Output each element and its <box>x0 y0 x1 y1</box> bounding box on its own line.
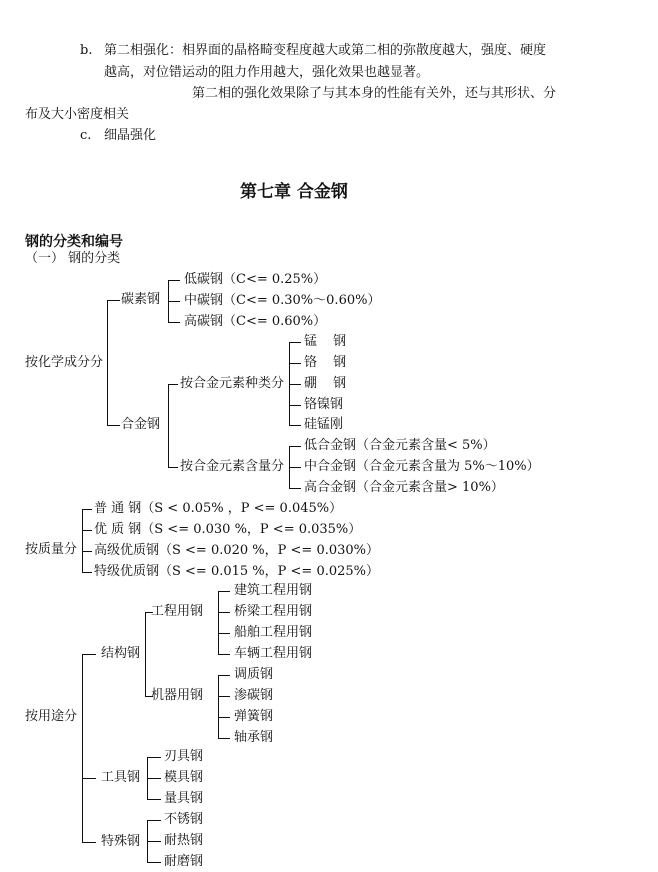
alloy-content-item: 中合金钢（合金元素含量为 5%～10%） <box>304 459 540 474</box>
alloy-type-item: 硼 钢 <box>304 376 353 391</box>
tool-label: 工具钢 <box>101 770 141 785</box>
special-tick <box>147 820 161 821</box>
chapter-title: 第七章 合金钢 <box>240 182 348 202</box>
structural-bracket <box>145 612 146 696</box>
paragraph-line2: 布及大小密度相关 <box>25 107 130 122</box>
section-title: 钢的分类和编号 <box>25 234 123 250</box>
engineering-item: 建筑工程用钢 <box>234 583 313 598</box>
quality-item: 特级优质钢（S <= 0.015 %，P <= 0.025%） <box>94 564 380 579</box>
alloy-tick <box>168 384 178 385</box>
tool-tick <box>147 778 161 779</box>
alloy-type-label: 按合金元素种类分 <box>180 376 285 391</box>
special-label: 特殊钢 <box>101 834 141 849</box>
use-tick <box>82 654 96 655</box>
tool-item: 模具钢 <box>164 770 204 785</box>
alloy-type-tick <box>289 363 301 364</box>
alloy-type-item: 铬镍钢 <box>304 397 344 412</box>
special-item: 不锈钢 <box>164 812 204 827</box>
machine-tick <box>218 717 230 718</box>
quality-tick <box>82 572 92 573</box>
machine-tick <box>218 738 230 739</box>
carbon-tick <box>168 301 180 302</box>
paragraph-line1: 第二相的强化效果除了与其本身的性能有关外，还与其形状、分 <box>192 86 557 101</box>
machine-item: 渗碳钢 <box>234 688 274 703</box>
chem-tick-carbon <box>107 300 120 301</box>
alloy-type-tick <box>289 425 301 426</box>
carbon-tick <box>168 280 180 281</box>
alloy-label: 合金钢 <box>121 417 161 432</box>
engineering-label: 工程用钢 <box>151 604 204 619</box>
carbon-label: 碳素钢 <box>121 292 161 307</box>
quality-bracket <box>82 509 83 572</box>
alloy-content-tick <box>289 446 301 447</box>
machine-item: 轴承钢 <box>234 730 274 745</box>
machine-item: 弹簧钢 <box>234 709 274 724</box>
alloy-bracket <box>168 384 169 467</box>
carbon-item: 低碳钢（C<= 0.25%） <box>184 272 327 287</box>
alloy-content-item: 高合金钢（合金元素含量> 10%） <box>304 480 504 495</box>
alloy-type-tick <box>289 384 301 385</box>
quality-item: 优 质 钢（S <= 0.030 %，P <= 0.035%） <box>94 522 362 537</box>
carbon-item: 中碳钢（C<= 0.30%～0.60%） <box>184 293 381 308</box>
item-c-text: 细晶强化 <box>104 128 157 143</box>
use-bracket <box>82 654 83 842</box>
tool-tick <box>147 757 161 758</box>
alloy-content-label: 按合金元素含量分 <box>180 459 285 474</box>
machine-bracket <box>218 675 219 738</box>
engineering-item: 船舶工程用钢 <box>234 625 313 640</box>
alloy-type-item: 硅锰刚 <box>304 417 344 432</box>
chem-label: 按化学成分分 <box>25 355 104 370</box>
engineering-bracket <box>218 591 219 654</box>
subsection-title: （一） 钢的分类 <box>25 251 121 266</box>
use-tick <box>82 778 96 779</box>
alloy-type-item: 锰 钢 <box>304 334 353 349</box>
chem-bracket <box>107 300 108 425</box>
carbon-tick <box>168 322 180 323</box>
chem-tick-alloy <box>107 425 120 426</box>
alloy-content-tick <box>289 488 301 489</box>
machine-label: 机器用钢 <box>151 688 204 703</box>
special-tick <box>147 862 161 863</box>
alloy-content-item: 低合金钢（合金元素含量< 5%） <box>304 438 496 453</box>
alloy-type-tick <box>289 405 301 406</box>
item-b-line2: 越高，对位错运动的阻力作用越大，强化效果也越显著。 <box>104 65 430 80</box>
alloy-content-tick <box>289 467 301 468</box>
alloy-type-item: 铬 钢 <box>304 355 353 370</box>
engineering-tick <box>218 591 230 592</box>
quality-item: 普 通 钢（S < 0.05% ，P <= 0.045%） <box>94 501 343 516</box>
quality-tick <box>82 551 92 552</box>
special-tick <box>147 841 161 842</box>
engineering-item: 车辆工程用钢 <box>234 646 313 661</box>
quality-tick <box>82 509 92 510</box>
carbon-item: 高碳钢（C<= 0.60%） <box>184 314 327 329</box>
use-tick <box>82 842 96 843</box>
tool-item: 量具钢 <box>164 791 204 806</box>
item-c-marker: c. <box>80 128 92 143</box>
machine-tick <box>218 675 230 676</box>
use-label: 按用途分 <box>25 709 78 724</box>
item-b-line1: 第二相强化：相界面的晶格畸变程度越大或第二相的弥散度越大，强度、硬度 <box>104 43 547 58</box>
special-item: 耐磨钢 <box>164 854 204 869</box>
alloy-tick <box>168 467 178 468</box>
structural-label: 结构钢 <box>101 646 141 661</box>
item-b-marker: b. <box>80 43 93 58</box>
engineering-tick <box>218 633 230 634</box>
tool-item: 刃具钢 <box>164 749 204 764</box>
alloy-type-tick <box>289 342 301 343</box>
tool-tick <box>147 799 161 800</box>
engineering-tick <box>218 654 230 655</box>
machine-tick <box>218 696 230 697</box>
engineering-tick <box>218 612 230 613</box>
engineering-item: 桥梁工程用钢 <box>234 604 313 619</box>
quality-item: 高级优质钢（S <= 0.020 %，P <= 0.030%） <box>94 543 380 558</box>
quality-label: 按质量分 <box>25 542 78 557</box>
quality-tick <box>82 530 92 531</box>
special-item: 耐热钢 <box>164 833 204 848</box>
machine-item: 调质钢 <box>234 667 274 682</box>
